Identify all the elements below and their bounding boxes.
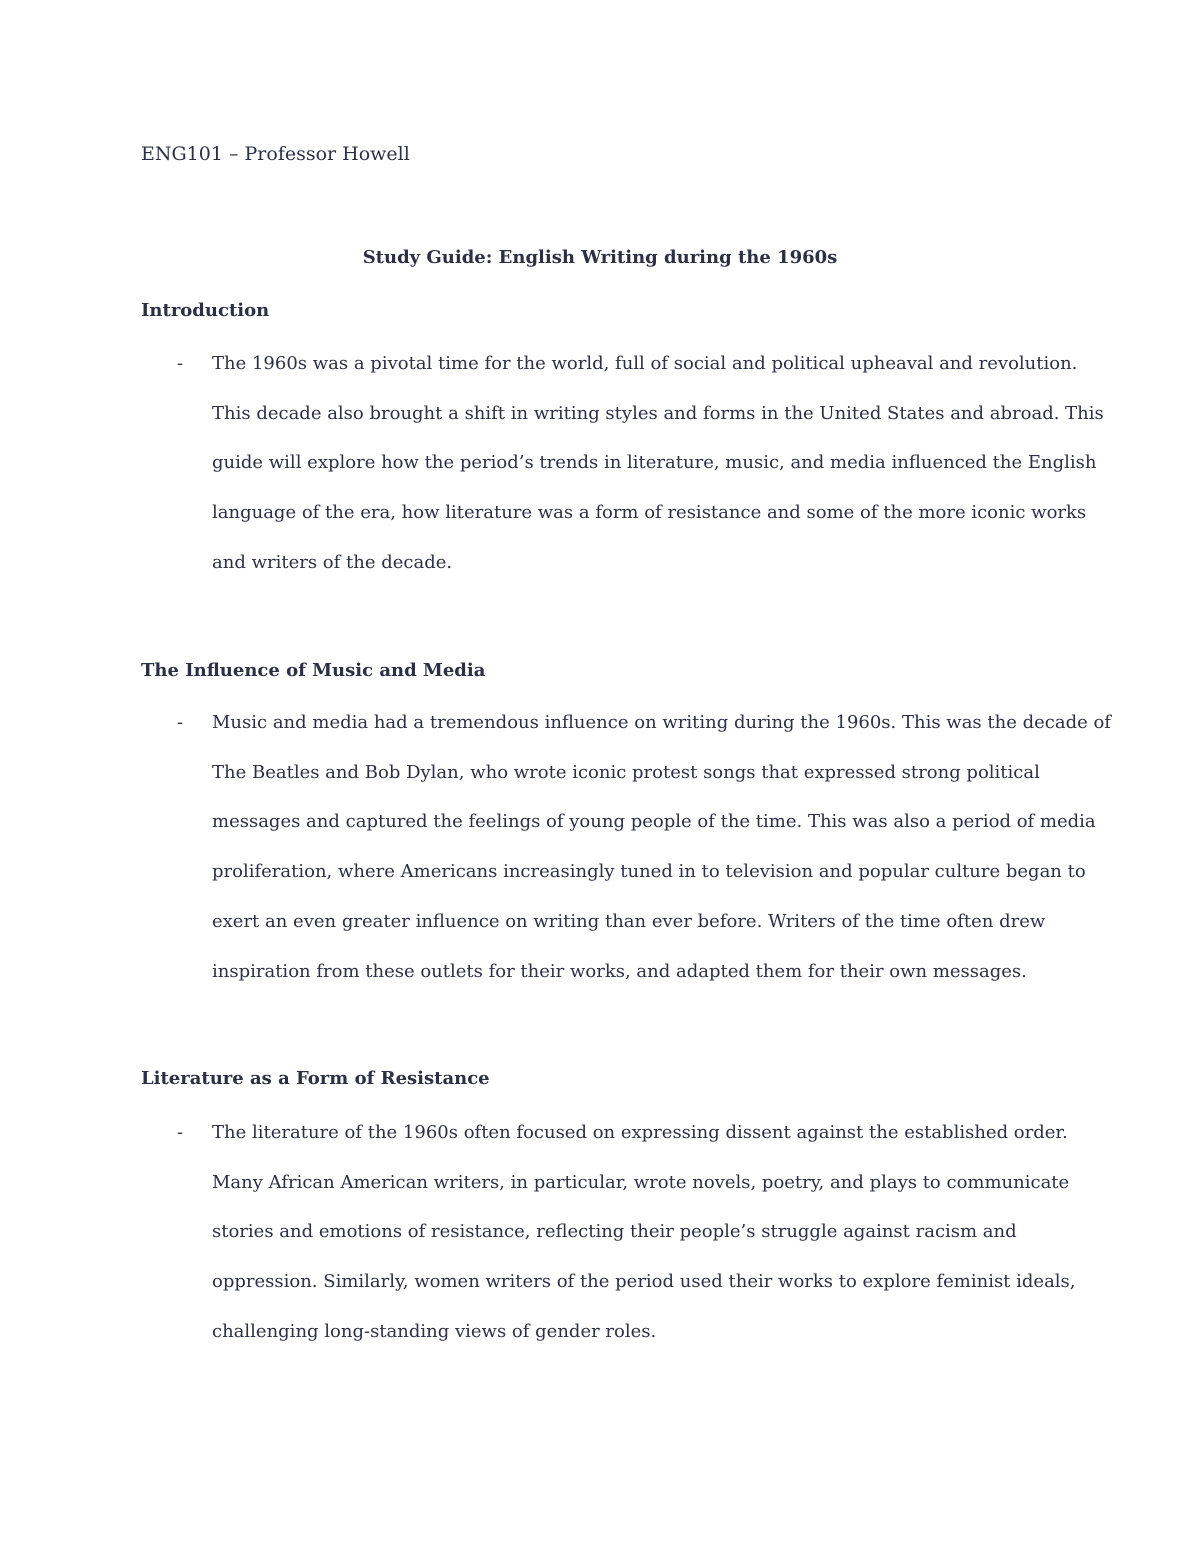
text-line: The Beatles and Bob Dylan, who wrote iconic protest songs that expressed strong political xyxy=(212,761,1040,783)
section-heading-resistance: Literature as a Form of Resistance xyxy=(141,1068,490,1089)
section-body-music-media xyxy=(141,698,1111,996)
section-body-introduction xyxy=(141,339,1104,588)
text-line: messages and captured the feelings of young people of the time. This was also a period of media xyxy=(212,811,1096,833)
text-line: proliferation, where Americans increasingly tuned in to television and popular culture began to xyxy=(212,861,1086,883)
paragraph xyxy=(212,339,1104,588)
course-header: ENG101 – Professor Howell xyxy=(141,143,410,165)
section-heading-introduction: Introduction xyxy=(141,300,270,321)
section-heading-music-media: The Influence of Music and Media xyxy=(141,660,486,681)
text-line: inspiration from these outlets for their works, and adapted them for their own messages. xyxy=(212,960,1027,982)
text-line: and writers of the decade. xyxy=(212,551,453,573)
bullet-dash: - xyxy=(177,1122,184,1143)
text-line: exert an even greater influence on writing than ever before. Writers of the time often drew xyxy=(212,910,1046,932)
document-title: Study Guide: English Writing during the 1960s xyxy=(362,247,838,268)
text-line: This decade also brought a shift in writing styles and forms in the United States and abroad. This xyxy=(212,402,1104,424)
text-line: language of the era, how literature was a form of resistance and some of the more iconic works xyxy=(212,502,1087,524)
bullet-dash: - xyxy=(177,712,184,733)
text-line: stories and emotions of resistance, reflecting their people’s struggle against racism and xyxy=(212,1221,1017,1243)
paragraph xyxy=(212,698,1111,996)
paragraph xyxy=(212,1108,1076,1357)
text-line: The 1960s was a pivotal time for the world, full of social and political upheaval and revolution. xyxy=(212,353,1078,374)
text-line: oppression. Similarly, women writers of the period used their works to explore feminist ideals, xyxy=(212,1271,1076,1293)
text-line: Many African American writers, in particular, wrote novels, poetry, and plays to communicate xyxy=(212,1171,1070,1193)
text-line: Music and media had a tremendous influence on writing during the 1960s. This was the decade of xyxy=(212,712,1111,733)
section-body-resistance xyxy=(141,1108,1076,1357)
bullet-dash: - xyxy=(177,353,184,374)
text-line: guide will explore how the period’s trends in literature, music, and media influenced the English xyxy=(212,452,1097,474)
text-line: The literature of the 1960s often focused on expressing dissent against the established order. xyxy=(212,1122,1068,1143)
text-line: challenging long-standing views of gender roles. xyxy=(212,1320,657,1342)
